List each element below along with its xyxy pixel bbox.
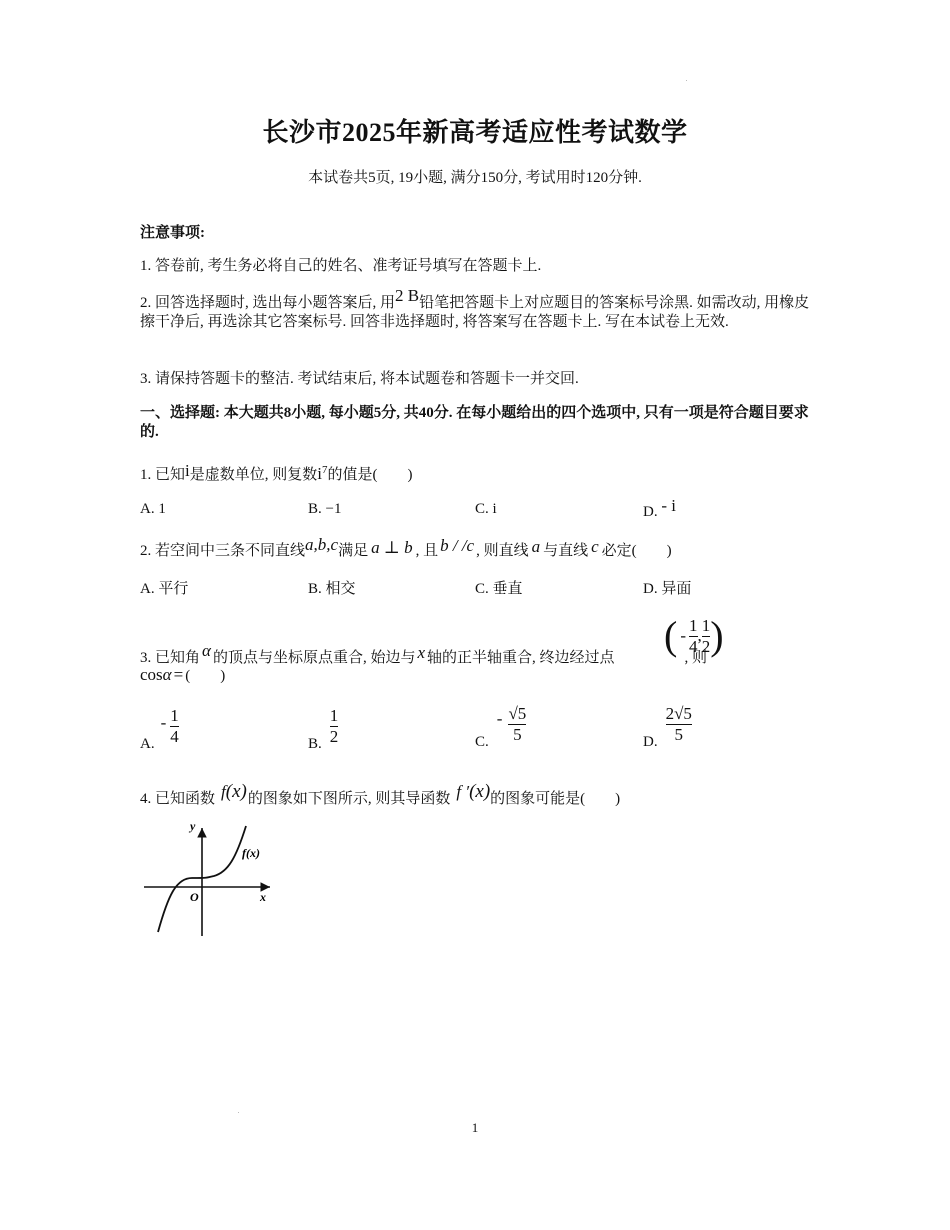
q3-point-y-fraction (702, 616, 711, 657)
q3-point-x-denominator: 4 (689, 636, 698, 656)
q3-point-neg: - (680, 626, 686, 645)
notice-item-1: 1. 答卷前, 考生务必将自己的姓名、准考证号填写在答题卡上. (140, 258, 542, 274)
y-axis-label: y (190, 819, 196, 833)
q4-math-f-arg: (x) (225, 781, 247, 802)
q3-option-a-sign: - (160, 713, 167, 732)
q3-option-a (140, 706, 179, 753)
q3-text-c: 轴的正半轴重合, 终边经过点 (427, 650, 615, 666)
origin-label: O (190, 890, 199, 904)
q3-point-y-numerator: 1 (701, 615, 711, 635)
q3-option-d-label: D. (643, 734, 658, 750)
x-axis-label: x (260, 890, 266, 904)
q3-option-a-label: A. (140, 736, 155, 752)
q1-math-i7: i (317, 464, 322, 483)
q2-math-parallel: b / /c (440, 536, 475, 555)
q3-option-d-fraction (666, 704, 692, 745)
q3-option-c-label: C. (475, 734, 489, 750)
q3-point-comma: , (697, 626, 702, 645)
exam-subtitle: 本试卷共5页, 19小题, 满分150分, 考试用时120分钟. (308, 170, 642, 186)
notice-item-2-text-a: 2. 回答选择题时, 选出每小题答案后, 用 (140, 295, 396, 311)
q1-text-a: 1. 已知 (140, 467, 186, 483)
q3-text-e: ( ) (185, 668, 226, 684)
q3-point-x-numerator: 1 (689, 615, 698, 635)
notice-item-2 (140, 286, 810, 332)
q1-option-d-value: - i (661, 496, 676, 515)
q2-math-perp: a ⊥ b (371, 538, 413, 557)
question-2 (140, 535, 810, 561)
scan-speck-2 (238, 1112, 239, 1113)
q3-option-d-denominator: 5 (674, 725, 684, 744)
notice-heading: 注意事项: (140, 225, 205, 241)
q3-option-b (308, 706, 338, 753)
q2-option-c: C. 垂直 (475, 581, 523, 597)
curve-label: f(x) (242, 846, 260, 860)
q2-text-f: 必定( ) (601, 543, 672, 559)
question-3-line-2 (140, 665, 810, 686)
q3-left-paren: ( (664, 613, 678, 658)
q2-math-lines: a,b,c (305, 535, 339, 554)
q1-option-a: A. 1 (140, 501, 166, 517)
q3-text-b: 的顶点与坐标原点重合, 始边与 (212, 650, 416, 666)
q3-option-c (475, 704, 526, 751)
q4-math-f: f (221, 782, 226, 801)
q1-option-d-label: D. (643, 504, 658, 520)
q3-option-c-sign: - (496, 709, 503, 728)
q3-option-c-fraction (508, 704, 526, 745)
q2-option-a: A. 平行 (140, 581, 189, 597)
q4-text-c: 的图象可能是( ) (490, 791, 621, 807)
q3-equals: = (173, 665, 184, 684)
q4-math-fprime-arg: (x) (469, 781, 491, 802)
q3-option-c-numerator: √5 (508, 704, 527, 723)
q4-text-a: 4. 已知函数 (140, 791, 216, 807)
q2-option-d: D. 异面 (643, 581, 692, 597)
q3-option-b-numerator: 1 (329, 706, 339, 725)
q3-math-alpha: α (202, 641, 211, 660)
q1-text-c: 的值是( ) (327, 467, 413, 483)
q3-text-a: 3. 已知角 (140, 650, 201, 666)
q2-math-a: a (531, 537, 541, 556)
scan-speck (686, 80, 687, 81)
q3-option-a-fraction (170, 706, 179, 747)
q3-point-x-fraction (689, 616, 698, 657)
q1-option-d (643, 496, 676, 521)
q3-point-y-denominator: 2 (701, 636, 711, 656)
section-heading: 一、选择题: 本大题共8小题, 每小题5分, 共40分. 在每小题给出的四个选项中, 只有一项是符合题目要求的. (140, 405, 809, 440)
question-4 (140, 781, 810, 809)
q1-option-c: C. i (475, 501, 497, 517)
q3-point (664, 611, 724, 661)
q2-text-c: , 且 (415, 543, 439, 559)
notice-item-2-math: 2 B (395, 286, 420, 305)
q3-cos: cos (140, 665, 163, 684)
q3-math-x: x (417, 643, 426, 662)
page-number: 1 (471, 1120, 479, 1135)
q3-option-b-denominator: 2 (329, 727, 339, 746)
q1-option-b: B. −1 (308, 501, 342, 517)
page-title: 长沙市2025年新高考适应性考试数学 (262, 118, 688, 147)
q3-cos-alpha: α (162, 665, 172, 684)
q1-math-i: i (185, 461, 190, 480)
q3-option-b-label: B. (308, 736, 322, 752)
q3-option-a-numerator: 1 (170, 706, 179, 725)
notice-item-2-text-b: 铅笔把答题卡上对应题目的答案标号涂黑. 如需改动, 用橡皮擦干净后, 再选涂其它答案标号. 回答非选择题时, 将答案写在答题卡上. 写在本试卷上无效. (140, 295, 810, 330)
notice-item-3: 3. 请保持答题卡的整洁. 考试结束后, 将本试题卷和答题卡一并交回. (140, 371, 579, 387)
q3-text-d: , 则 (684, 650, 708, 666)
function-graph (140, 818, 280, 940)
q3-option-b-fraction (330, 706, 339, 747)
q2-option-b: B. 相交 (308, 581, 356, 597)
q2-text-d: , 则直线 (476, 543, 529, 559)
q3-option-d (643, 704, 692, 751)
question-1 (140, 461, 810, 485)
q3-option-c-denominator: 5 (513, 725, 522, 744)
q2-text-b: 满足 (338, 543, 369, 559)
q3-option-a-denominator: 4 (170, 727, 179, 746)
q4-math-fprime: f ′ (456, 782, 470, 801)
q1-exponent: 7 (322, 464, 328, 476)
q2-math-c: c (591, 537, 599, 556)
q2-text-a: 2. 若空间中三条不同直线 (140, 543, 306, 559)
q3-right-paren: ) (710, 613, 724, 658)
q4-text-b: 的图象如下图所示, 则其导函数 (247, 791, 451, 807)
q3-option-d-numerator: 2√5 (665, 704, 692, 723)
q2-text-e: 与直线 (543, 543, 589, 559)
q1-text-b: 是虚数单位, 则复数 (189, 467, 318, 483)
